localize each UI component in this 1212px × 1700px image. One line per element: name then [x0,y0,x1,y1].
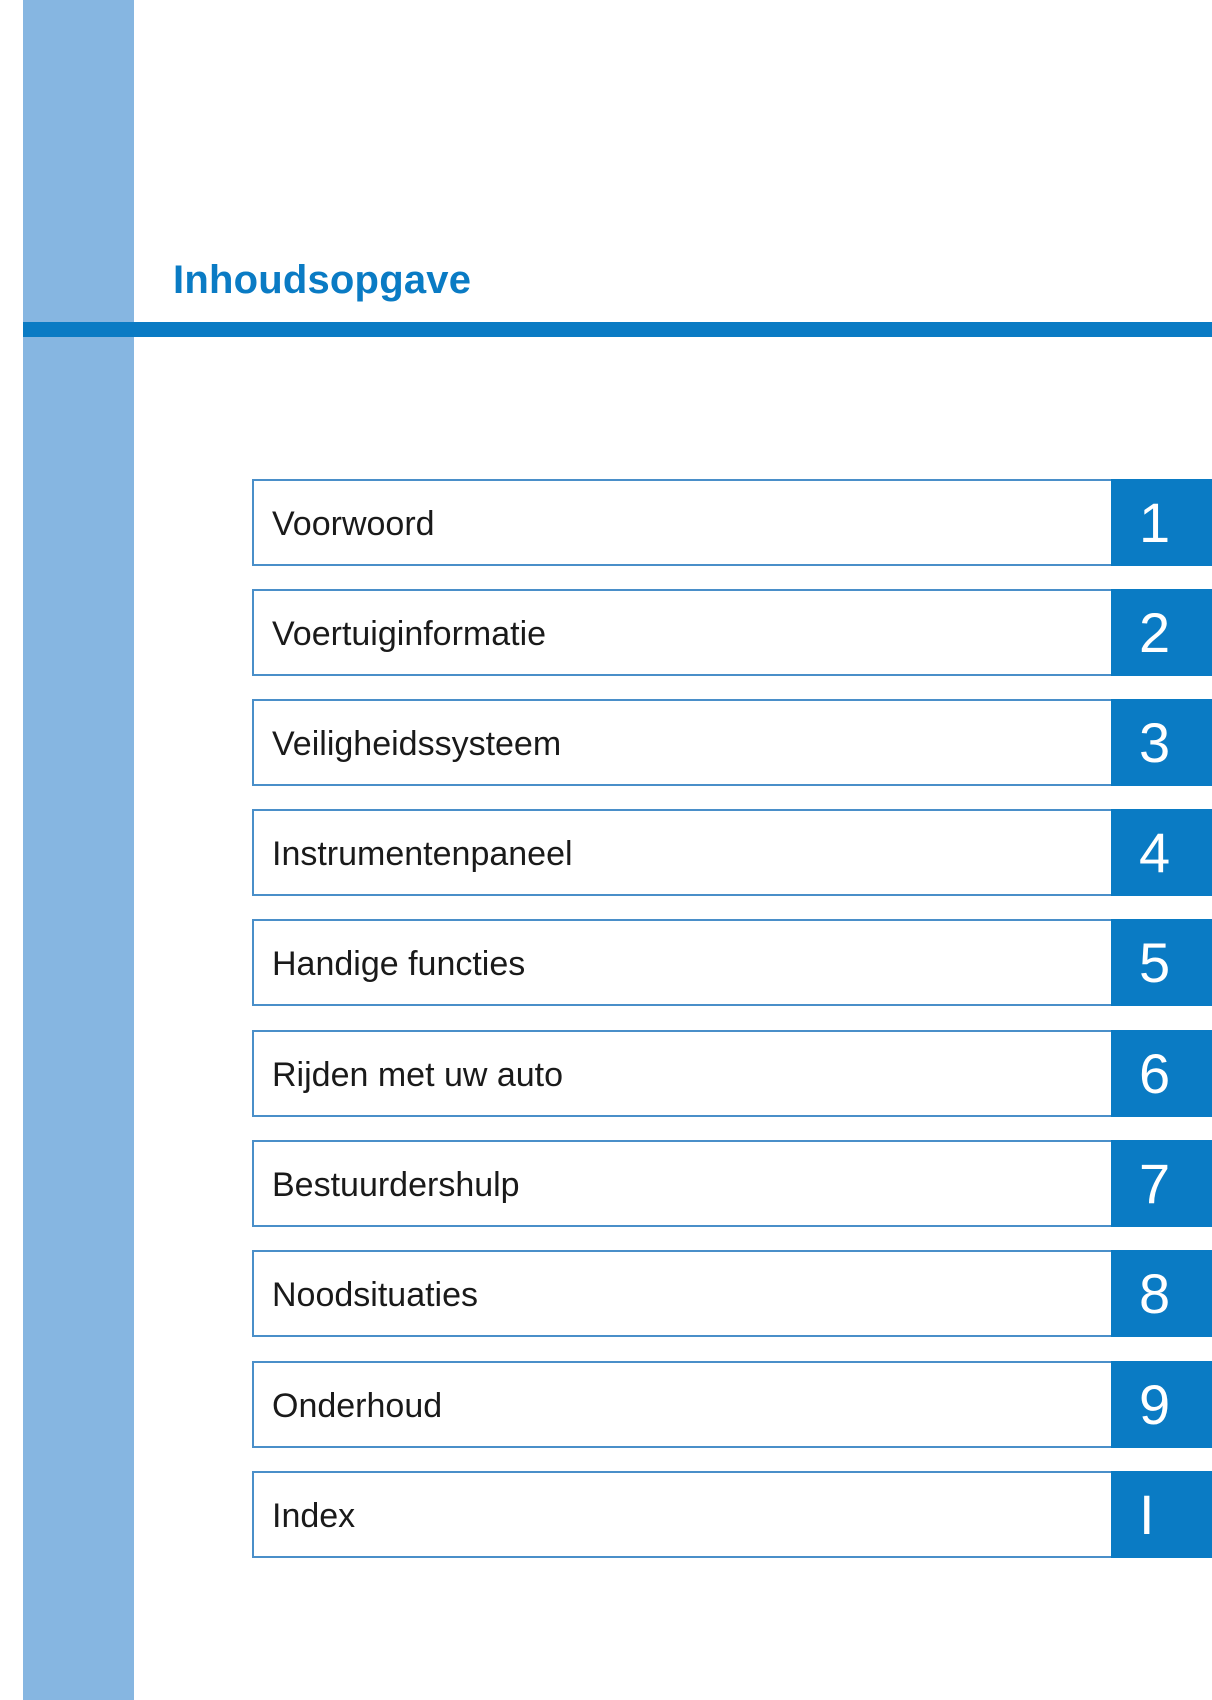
toc-entry-box [252,479,1111,566]
side-band [23,0,134,1700]
chapter-number-tab[interactable]: 5 [1111,919,1212,1006]
toc-entry-label: Noodsituaties [272,1275,479,1314]
toc-entry-label: Onderhoud [272,1386,443,1425]
toc-entry-label: Veiligheidssysteem [272,724,562,763]
chapter-number-tab[interactable]: 7 [1111,1140,1212,1227]
toc-entry-label: Index [272,1496,356,1535]
toc-entry-label: Bestuurdershulp [272,1165,520,1204]
chapter-number-tab[interactable]: 9 [1111,1361,1212,1448]
toc-entry-voorwoord[interactable] [252,479,1212,566]
chapter-number-tab[interactable]: 4 [1111,809,1212,896]
chapter-number-tab[interactable]: 3 [1111,699,1212,786]
chapter-number-tab[interactable]: I [1111,1471,1212,1558]
toc-entry-label: Voertuiginformatie [272,614,547,653]
toc-entry-instrumentenpaneel[interactable] [252,809,1212,896]
chapter-number-tab[interactable]: 6 [1111,1030,1212,1117]
toc-entry-index[interactable] [252,1471,1212,1558]
toc-entry-box [252,809,1111,896]
toc-entry-veiligheidssysteem[interactable] [252,699,1212,786]
title-rule [23,322,1212,337]
toc-entry-box [252,699,1111,786]
chapter-number-tab[interactable]: 8 [1111,1250,1212,1337]
toc-entry-label: Voorwoord [272,504,435,543]
toc-entry-noodsituaties[interactable] [252,1250,1212,1337]
toc-entry-rijden-met-uw-auto[interactable] [252,1030,1212,1117]
page-title: Inhoudsopgave [173,258,472,302]
toc-entry-label: Rijden met uw auto [272,1055,564,1094]
toc-entry-box [252,1140,1111,1227]
toc-entry-voertuiginformatie[interactable] [252,589,1212,676]
toc-entry-label: Instrumentenpaneel [272,834,573,873]
toc-entry-box [252,1250,1111,1337]
toc-entry-box [252,1361,1111,1448]
toc-entry-box [252,919,1111,1006]
toc-entry-box [252,1030,1111,1117]
toc-entry-handige-functies[interactable] [252,919,1212,1006]
toc-entry-onderhoud[interactable] [252,1361,1212,1448]
toc-entry-box [252,1471,1111,1558]
toc-entry-bestuurdershulp[interactable] [252,1140,1212,1227]
chapter-number-tab[interactable]: 1 [1111,479,1212,566]
toc-entry-box [252,589,1111,676]
toc-entry-label: Handige functies [272,944,526,983]
chapter-number-tab[interactable]: 2 [1111,589,1212,676]
